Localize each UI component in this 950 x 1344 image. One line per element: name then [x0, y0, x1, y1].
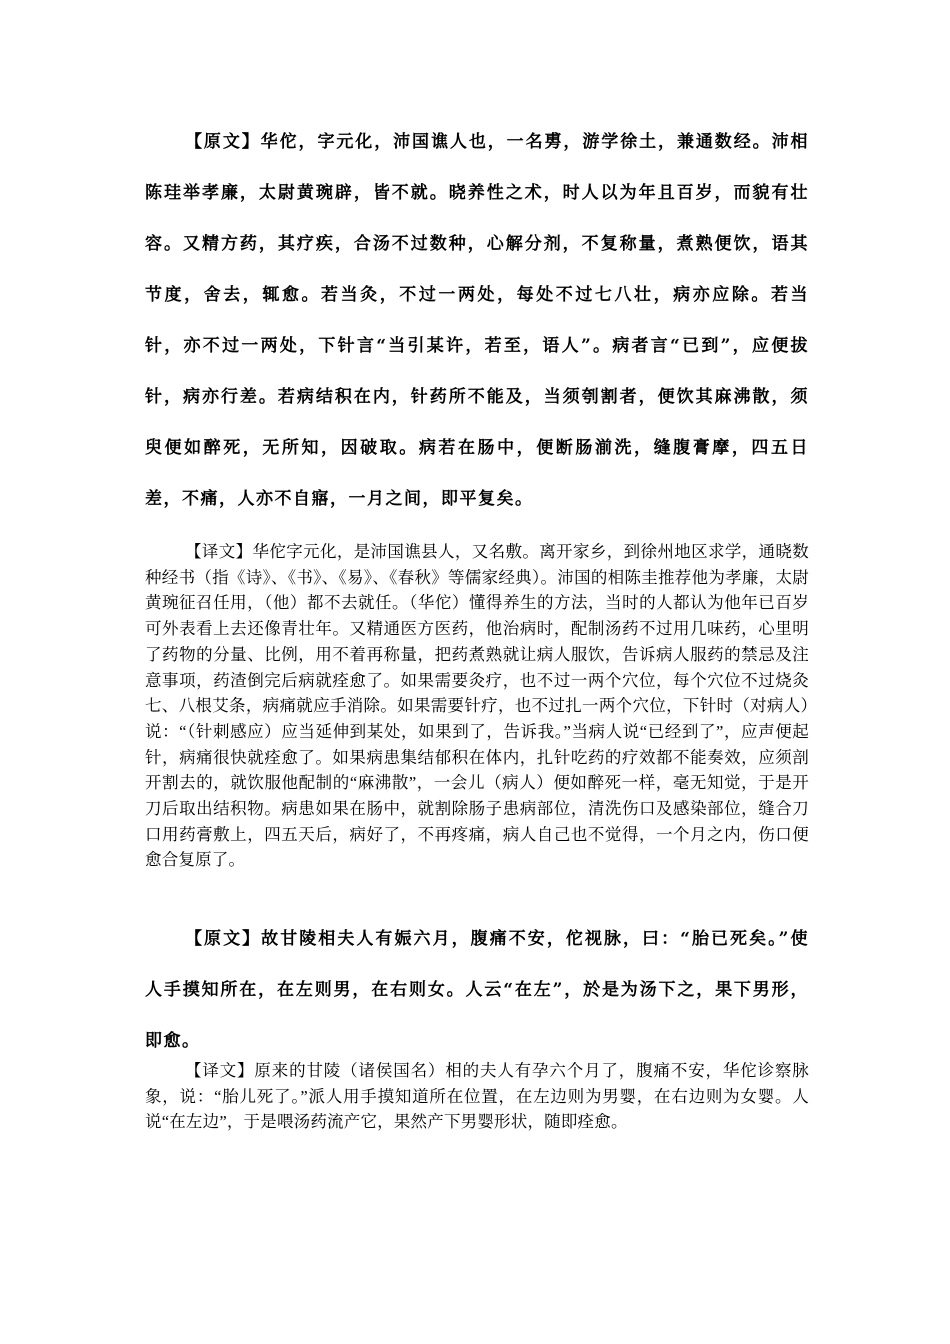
original-text-paragraph-2: 【原文】故甘陵相夫人有娠六月，腹痛不安，佗视脉，曰：“胎已死矣。”使人手摸知所在，在左则男，在右则女。人云“在左”，於是为汤下之，果下男形，即愈。	[145, 929, 809, 1051]
translation-paragraph-1: 【译文】华佗字元化，是沛国谯县人，又名敷。离开家乡，到徐州地区求学，通晓数种经书（指《诗》、《书》、《易》、《春秋》等儒家经典）。沛国的相陈圭推荐他为孝廉，太尉黄琬征召任用，（他）都不去就任。（华佗）懂得养生的方法，当时的人都认为他年已百岁可外表看上去还像青壮年。又精通医方医药，他治病时，配制汤药不过用几味药，心里明了药物的分量、比例，用不着再称量，把药煮熟就让病人服饮，告诉病人服药的禁忌及注意事项，药渣倒完后病就痊愈了。如果需要灸疗，也不过一两个穴位，每个穴位不过烧灸七、八根艾条，病痛就应手消除。如果需要针疗，也不过扎一两个穴位，下针时（对病人）说：“（针刺感应）应当延伸到某处，如果到了，告诉我。”当病人说“已经到了”，应声便起针，病痛很快就痊愈了。如果病患集结郁积在体内，扎针吃药的疗效都不能奏效，应须剖开割去的，就饮服他配制的“麻沸散”，一会儿（病人）便如醉死一样，毫无知觉，于是开刀后取出结积物。病患如果在肠中，就割除肠子患病部位，清洗伤口及感染部位，缝合刀口用药膏敷上，四五天后，病好了，不再疼痛，病人自己也不觉得，一个月之内，伤口便愈合复原了。	[145, 542, 809, 870]
original-text-paragraph-1: 【原文】华佗，字元化，沛国谯人也，一名旉，游学徐土，兼通数经。沛相陈珪举孝廉，太尉黄琬辟，皆不就。晓养性之术，时人以为年且百岁，而貌有壮容。又精方药，其疗疾，合汤不过数种，心解分剂，不复称量，煮熟便饮，语其节度，舍去，辄愈。若当灸，不过一两处，每处不过七八壮，病亦应除。若当针，亦不过一两处，下针言“当引某许，若至，语人”。病者言“已到”，应便拔针，病亦行差。若病结积在内，针药所不能及，当须刳割者，便饮其麻沸散，须臾便如醉死，无所知，因破取。病若在肠中，便断肠湔洗，缝腹膏摩，四五日差，不痛，人亦不自寤，一月之间，即平复矣。	[145, 132, 809, 509]
translation-paragraph-2: 【译文】原来的甘陵（诸侯国名）相的夫人有孕六个月了，腹痛不安，华佗诊察脉象，说：“胎儿死了。”派人用手摸知道所在位置，在左边则为男婴，在右边则为女婴。人说“在左边”，于是喂汤药流产它，果然产下男婴形状，随即痊愈。	[145, 1061, 809, 1132]
